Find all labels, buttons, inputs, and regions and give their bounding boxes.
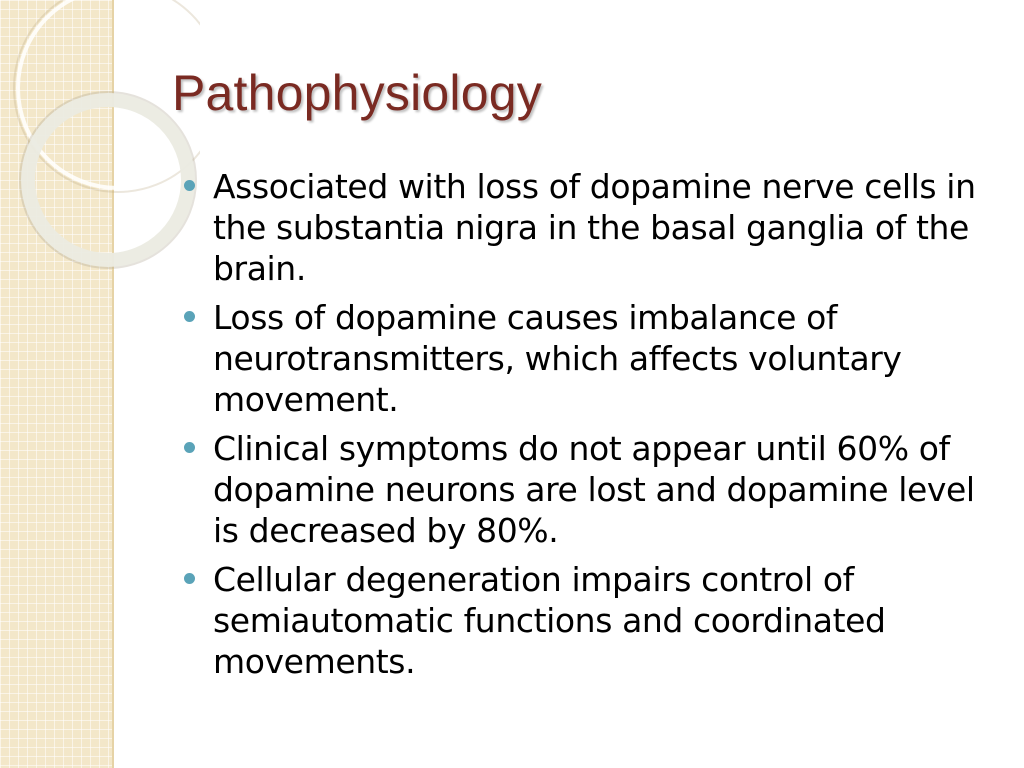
bullet-text: Loss of dopamine causes imbalance of neurotransmitters, which affects voluntary movement. bbox=[213, 298, 902, 419]
bullet-text: Associated with loss of dopamine nerve cells in the substantia nigra in the basal ganglia of the brain. bbox=[213, 167, 976, 288]
lower-ring bbox=[28, 100, 188, 260]
slide-title: Pathophysiology bbox=[172, 65, 542, 121]
bullet-dot-icon bbox=[184, 442, 195, 453]
bullet-dot-icon bbox=[184, 311, 195, 322]
bullet-item bbox=[184, 428, 1004, 551]
bullet-dot-icon bbox=[184, 180, 195, 191]
bullet-list bbox=[184, 166, 1004, 690]
decorative-rings bbox=[0, 0, 200, 300]
bullet-text: Cellular degeneration impairs control of semiautomatic functions and coordinated movements. bbox=[213, 560, 886, 681]
bullet-item bbox=[184, 559, 1004, 682]
lower-ring-edge bbox=[20, 92, 196, 268]
bullet-text: Clinical symptoms do not appear until 60% of dopamine neurons are lost and dopamine level is decreased by 80%. bbox=[213, 429, 975, 550]
bullet-dot-icon bbox=[184, 573, 195, 584]
bullet-item bbox=[184, 166, 1004, 289]
bullet-item bbox=[184, 297, 1004, 420]
